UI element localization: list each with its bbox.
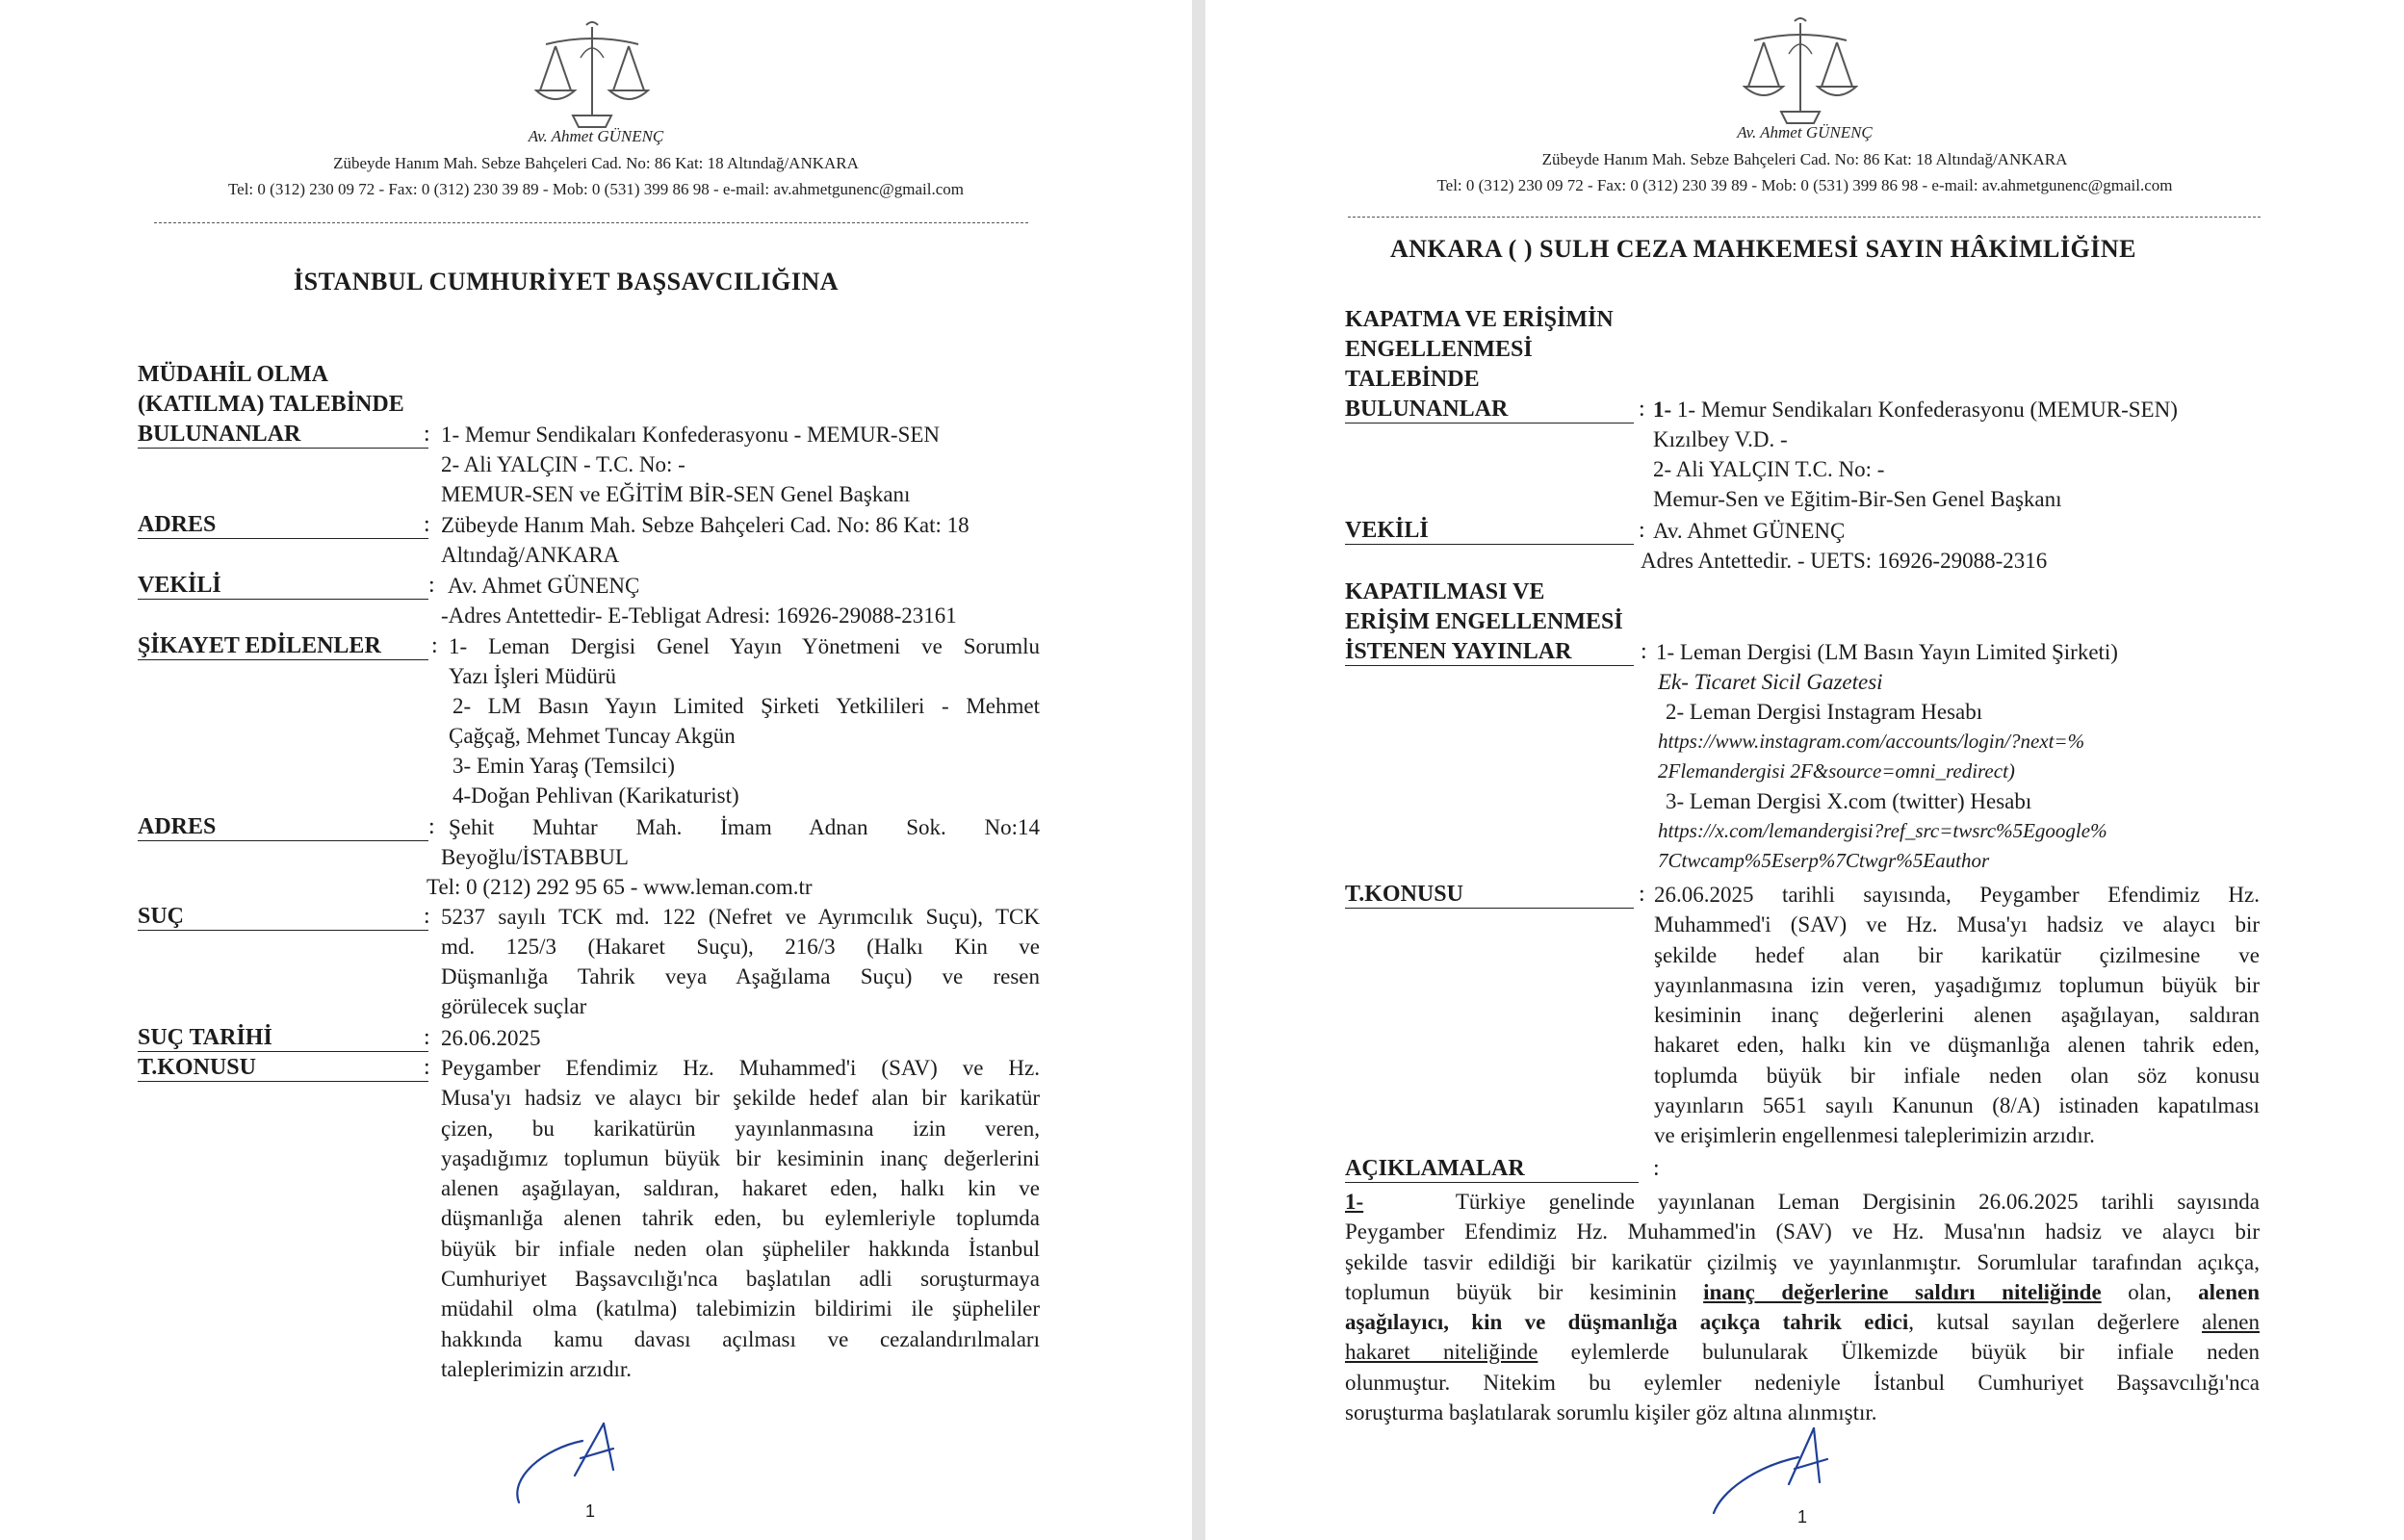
label-adres: ADRES [138, 512, 217, 537]
adres-line: Altındağ/ANKARA [441, 543, 620, 567]
underline [138, 538, 428, 539]
adres2-line: Şehit Muhtar Mah. İmam Adnan Sok. No:14 [449, 815, 1040, 839]
konu-line: Cumhuriyet Başsavcılığı'nca başlatılan adli soruşturmaya [441, 1267, 1040, 1292]
letterhead-contact: Tel: 0 (312) 230 09 72 - Fax: 0 (312) 230 39 89 - Mob: 0 (531) 399 86 98 - e-mail: av.ahmetgunenc@gmail.com [227, 180, 965, 198]
label-vekili: VEKİLİ [138, 573, 221, 598]
adres2-line: Tel: 0 (212) 292 95 65 - www.leman.com.tr [427, 875, 813, 899]
court-title: İSTANBUL CUMHURİYET BAŞSAVCILIĞINA [294, 268, 840, 295]
bulunanlar-line: Memur-Sen ve Eğitim-Bir-Sen Genel Başkanı [1653, 487, 2062, 511]
label-mudahil-2: (KATILMA) TALEBİNDE [138, 392, 404, 417]
underline [1345, 544, 1634, 545]
page-gutter [1192, 0, 1205, 1540]
aciklama-line: olunmuştur. Nitekim bu eylemler nedeniyle İstanbul Cumhuriyet Başsavcılığı'nca [1345, 1370, 2260, 1395]
colon: : [431, 633, 438, 658]
letterhead-divider [1348, 217, 2261, 218]
konu-line: Peygamber Efendimiz Hz. Muhammed'i (SAV) ve Hz. [441, 1056, 1040, 1080]
konu-line: yayınların 5651 sayılı Kanunun (8/A) istinaden kapatılması [1654, 1093, 2260, 1118]
yayin-line: Ek- Ticaret Sicil Gazetesi [1658, 670, 1883, 694]
colon: : [424, 1025, 430, 1050]
konu-line: büyük bir infiale neden olan şüpheliler hakkında İstanbul [441, 1236, 1040, 1261]
konu-line: yayınlanmasına izin veren, yaşadığımız toplumun büyük bir [1654, 972, 2260, 997]
konu-line: Musa'yı hadsiz ve alaycı bir şekilde hedef alan bir karikatür [441, 1086, 1040, 1111]
label-istenen-yayinlar: İSTENEN YAYINLAR [1345, 639, 1572, 664]
underline [138, 1051, 428, 1052]
bulunanlar-line: MEMUR-SEN ve EĞİTİM BİR-SEN Genel Başkanı [441, 482, 911, 506]
konu-paragraph [441, 1053, 1040, 1384]
konu-line: kesiminin inanç değerlerini alenen aşağılayan, saldıran [1654, 1003, 2260, 1028]
bulunanlar-line: 2- Ali YALÇIN - T.C. No: - [441, 452, 685, 476]
label-mudahil-1: MÜDAHİL OLMA [138, 362, 328, 387]
right-document-page [1205, 0, 2404, 1540]
aciklama-line: 1- Türkiye genelinde yayınlanan Leman Dergisinin 26.06.2025 tarihli sayısında [1345, 1190, 2260, 1214]
label-suc-tarihi: SUÇ TARİHİ [138, 1025, 272, 1050]
lawyer-name: Av. Ahmet GÜNENÇ [528, 127, 664, 145]
konu-line: taleplerimizin arzıdır. [441, 1356, 632, 1381]
colon: : [424, 1055, 430, 1080]
bulunanlar-line: 1- 1- Memur Sendikaları Konfederasyonu (MEMUR-SEN) [1653, 398, 2178, 422]
underline [1345, 665, 1634, 666]
konu-line: şekilde hedef alan bir karikatür çizilmesine ve [1654, 942, 2260, 967]
bulunanlar-line: 2- Ali YALÇIN T.C. No: - [1653, 457, 1885, 481]
colon: : [428, 573, 435, 598]
konu-line: çizen, bu karikatürün yayınlanmasına izin veren, [441, 1116, 1040, 1141]
colon: : [424, 422, 430, 447]
sikayet-line: 4-Doğan Pehlivan (Karikaturist) [452, 783, 739, 808]
colon: : [1653, 1156, 1660, 1181]
yayin-link: https://x.com/lemandergisi?ref_src=twsrc%5Egoogle% [1658, 819, 2107, 842]
underline [1345, 908, 1634, 909]
label-talep-3: TALEBİNDE [1345, 367, 1480, 392]
letterhead-address: Zübeyde Hanım Mah. Sebze Bahçeleri Cad. No: 86 Kat: 18 Altındağ/ANKARA [1541, 150, 2068, 168]
colon: : [1639, 397, 1645, 422]
bulunanlar-line: 1- Memur Sendikaları Konfederasyonu - MEMUR-SEN [441, 423, 941, 447]
yayin-link: https://www.instagram.com/accounts/login/?next=% [1658, 730, 2085, 753]
yayin-line: 1- Leman Dergisi (LM Basın Yayın Limited Şirketi) [1656, 640, 2118, 664]
suc-tarihi-value: 26.06.2025 [441, 1026, 541, 1050]
letterhead-divider [154, 222, 1028, 223]
aciklama-paragraph [1345, 1187, 2260, 1427]
aciklama-line: toplumun büyük bir kesiminin inanç değerlerine saldırı niteliğinde olan, alenen [1345, 1279, 2261, 1304]
konu-line: ve erişimlerin engellenmesi taleplerimizin arzıdır. [1654, 1123, 2095, 1148]
letterhead-address: Zübeyde Hanım Mah. Sebze Bahçeleri Cad. No: 86 Kat: 18 Altındağ/ANKARA [333, 154, 859, 172]
label-konu: T.KONUSU [138, 1055, 256, 1080]
konu-line: düşmanlığa alenen tahrik eden, bu eylemleriyle toplumda [441, 1206, 1040, 1231]
aciklama-line: Peygamber Efendimiz Hz. Muhammed'in (SAV) ve Hz. Musa'nın hadsiz ve alaycı bir [1345, 1219, 2260, 1245]
konu-line: yaşadığımız toplumun büyük bir kesiminin inanç değerlerini [441, 1145, 1040, 1170]
label-kapatilmasi-2: ERİŞİM ENGELLENMESİ [1345, 609, 1623, 634]
label-konu: T.KONUSU [1345, 882, 1463, 907]
suc-line: md. 125/3 (Hakaret Suçu), 216/3 (Halkı Kin ve [441, 935, 1040, 959]
konu-paragraph [1654, 880, 2260, 1151]
scales-of-justice-logo [534, 19, 650, 133]
label-talep-2: ENGELLENMESİ [1345, 337, 1533, 362]
page-number: 1 [1797, 1507, 1808, 1527]
yayin-line: 3- Leman Dergisi X.com (twitter) Hesabı [1666, 789, 2032, 813]
colon: : [428, 814, 435, 839]
label-aciklamalar: AÇIKLAMALAR [1345, 1156, 1525, 1181]
underline [138, 840, 428, 841]
label-kapatilmasi-1: KAPATILMASI VE [1345, 579, 1545, 604]
adres2-line: Beyoğlu/İSTABBUL [441, 845, 629, 869]
label-suc: SUÇ [138, 904, 185, 929]
underline [138, 448, 428, 449]
signature-image [505, 1420, 631, 1506]
label-talep-1: KAPATMA VE ERİŞİMİN [1345, 307, 1614, 332]
vekili-line: -Adres Antettedir- E-Tebligat Adresi: 16926-29088-23161 [441, 603, 957, 628]
vekili-line: Av. Ahmet GÜNENÇ [1653, 519, 1846, 543]
konu-line: hakaret eden, halkı kin ve düşmanlığa alenen tahrik eden, [1654, 1033, 2260, 1058]
aciklama-line: aşağılayıcı, kin ve düşmanlığa açıkça tahrik edici, kutsal sayılan değerlere alenen [1345, 1310, 2260, 1335]
aciklama-line: soruşturma başlatılarak sorumlu kişiler göz altına alınmıştır. [1345, 1400, 1877, 1425]
scales-of-justice-logo [1743, 15, 1858, 129]
konu-line: müdahil olma (katılma) talebimizin bildirimi ile şüpheliler [441, 1296, 1040, 1322]
underline [138, 599, 428, 600]
suc-line: 5237 sayılı TCK md. 122 (Nefret ve Ayrımcılık Suçu), TCK [441, 905, 1040, 929]
left-document-page [0, 0, 1192, 1540]
sikayet-line: 2- LM Basın Yayın Limited Şirketi Yetkilileri - Mehmet [452, 694, 1040, 718]
court-title: ANKARA ( ) SULH CEZA MAHKEMESİ SAYIN HÂKİMLİĞİNE [1390, 235, 2136, 263]
konu-line: toplumda büyük bir infiale neden olan söz konusu [1654, 1063, 2260, 1088]
lawyer-name: Av. Ahmet GÜNENÇ [1737, 123, 1873, 141]
underline [138, 659, 428, 660]
yayin-line: 2- Leman Dergisi Instagram Hesabı [1666, 700, 1983, 724]
suc-line: Düşmanlığa Tahrik veya Aşağılama Suçu) ve resen [441, 964, 1040, 988]
label-sikayet-edilenler: ŞİKAYET EDİLENLER [138, 633, 381, 658]
label-bulunanlar: BULUNANLAR [138, 422, 301, 447]
adres-line: Zübeyde Hanım Mah. Sebze Bahçeleri Cad. No: 86 Kat: 18 [441, 513, 969, 537]
konu-line: hakkında kamu davası açılması ve cezalandırılmaları [441, 1326, 1040, 1351]
colon: : [1639, 882, 1645, 907]
sikayet-line: Çağçağ, Mehmet Tuncay Akgün [449, 724, 736, 748]
bulunanlar-line: Kızılbey V.D. - [1653, 427, 1788, 451]
yayin-link: 7Ctwcamp%5Eserp%7Ctwgr%5Eauthor [1658, 849, 1990, 872]
suc-line: görülecek suçlar [441, 994, 587, 1018]
vekili-line: Adres Antettedir. - UETS: 16926-29088-2316 [1641, 549, 2048, 573]
colon: : [1641, 639, 1647, 664]
underline [1345, 1182, 1639, 1183]
sikayet-line: Yazı İşleri Müdürü [449, 664, 616, 688]
colon: : [424, 904, 430, 929]
konu-line: Muhammed'i (SAV) ve Hz. Musa'yı hadsiz ve alaycı bir [1654, 912, 2260, 937]
yayin-link: 2Flemandergisi 2F&source=omni_redirect) [1658, 759, 2015, 783]
label-vekili: VEKİLİ [1345, 518, 1429, 543]
konu-line: alenen aşağılayan, saldıran, hakaret eden, halkı kin ve [441, 1176, 1040, 1201]
vekili-line: Av. Ahmet GÜNENÇ [448, 574, 640, 598]
colon: : [1639, 518, 1645, 543]
colon: : [424, 512, 430, 537]
underline [1345, 423, 1634, 424]
sikayet-line: 3- Emin Yaraş (Temsilci) [452, 754, 675, 778]
letterhead-contact: Tel: 0 (312) 230 09 72 - Fax: 0 (312) 230 39 89 - Mob: 0 (531) 399 86 98 - e-mail: av.ahmetgunenc@gmail.com [1436, 176, 2173, 194]
underline [138, 930, 428, 931]
page-number: 1 [585, 1502, 596, 1521]
underline [138, 1081, 428, 1082]
konu-line: 26.06.2025 tarihli sayısında, Peygamber Efendimiz Hz. [1654, 883, 2260, 907]
label-adres-2: ADRES [138, 814, 217, 839]
aciklama-line: şekilde tasvir edildiği bir karikatür çizilmiş ve yayınlanmıştır. Sorumlular tarafından açıkça, [1345, 1249, 2260, 1274]
aciklama-line: hakaret niteliğinde eylemlerde bulunularak Ülkemizde büyük bir infiale neden [1345, 1340, 2261, 1365]
sikayet-line: 1- Leman Dergisi Genel Yayın Yönetmeni ve Sorumlu [449, 634, 1040, 658]
label-bulunanlar: BULUNANLAR [1345, 397, 1509, 422]
signature-image [1706, 1424, 1841, 1516]
